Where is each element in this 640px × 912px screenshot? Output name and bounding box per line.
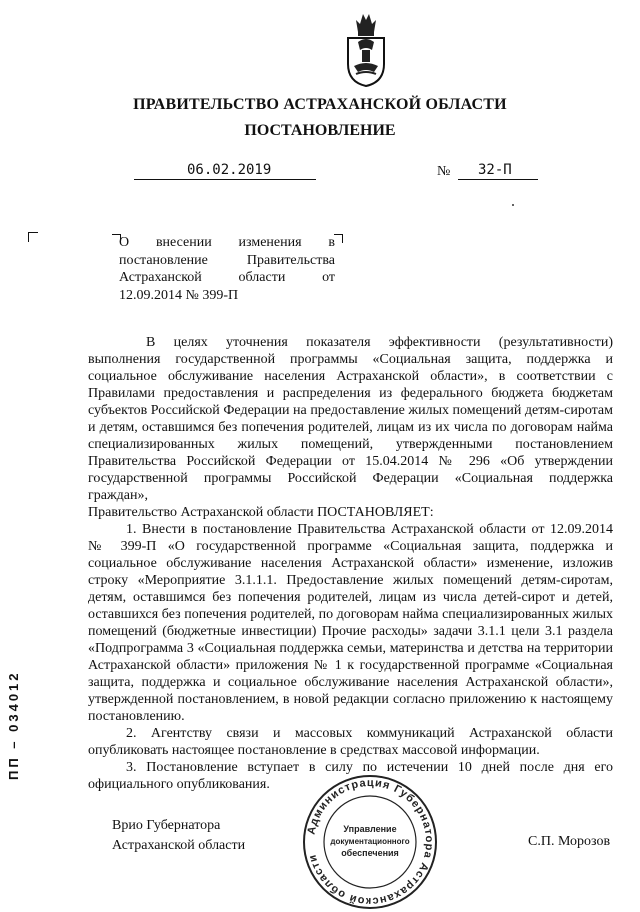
signatory-name: С.П. Морозов bbox=[528, 834, 611, 849]
preamble-paragraph: В целях уточнения показателя эффективности (результативности) выполнения государственной программы «Социальная защита, поддержка и социальное обслуживание населения Астраханской области», в соответствии с Правилами предоставления и распределения из федерального бюджета бюджетам субъектов Российской Федерации на предоставление жилых помещений детям-сиротам и детям, оставшимся без попечения родителей, лицам из их числа по договорам найма специализированных жилых помещений, утвержденными постановлением Правительства Российской Федерации от 15.04.2014 № 296 «Об утверждении государственной программы Российской Федерации «Социальная поддержка граждан», bbox=[88, 335, 613, 503]
clause-2: 2. Агентству связи и массовых коммуникаций Астраханской области опубликовать настоящее постановление в средствах массовой информации. bbox=[88, 726, 613, 758]
official-stamp bbox=[300, 772, 440, 912]
clause-1: 1. Внести в постановление Правительства Астраханской области от 12.09.2014 № 399-П «О государственной программе «Социальная защита, поддержка и социальное обслуживание населения Астраханской области» изменение, изложив строку «Мероприятие 3.1.1.1. Предоставление жилых помещений детям-сиротам, детям, оставшимся без попечения родителей, лицам из числа детей-сирот и детей, оставшихся без попечения родителей, по договорам найма специализированных жилых помещений (бюджетные инвестиции) Прочие расходы» задачи 3.1.1 цели 3.1 раздела «Подпрограмма 3 «Социальная поддержка семьи, материнства и детства на территории Астраханской области» приложения № 1 к государственной программе «Социальная защита, поддержка и социальное обслуживание населения Астраханской области», утвержденной постановлением, в новой редакции согласно приложению к настоящему постановлению. bbox=[88, 522, 613, 724]
document-type-title: ПОСТАНОВЛЕНИЕ bbox=[244, 122, 396, 139]
document-body bbox=[88, 334, 613, 793]
document-subject: О внесении изменения в постановление Правительства Астраханской области от 12.09.2014 № 399-П bbox=[119, 235, 335, 303]
date-underline bbox=[134, 179, 316, 180]
number-sign: № bbox=[437, 164, 451, 179]
stamp-center-line-2: документационного bbox=[330, 837, 410, 846]
signatory-title-line-2: Астраханской области bbox=[112, 838, 246, 853]
address-corner-mark bbox=[28, 232, 38, 242]
document-number: 32-П bbox=[478, 162, 512, 178]
number-underline bbox=[458, 179, 538, 180]
signatory-title-line-1: Врио Губернатора bbox=[112, 818, 221, 833]
subject-corner-mark-right bbox=[334, 234, 343, 243]
signatory-title bbox=[112, 816, 245, 856]
coat-of-arms-emblem bbox=[344, 6, 388, 88]
stamp-center-line-1: Управление bbox=[343, 824, 397, 834]
stamp-center-line-3: обеспечения bbox=[341, 848, 399, 858]
serial-number: ПП – 034012 bbox=[6, 670, 21, 780]
clause-3: 3. Постановление вступает в силу по истечении 10 дней после дня его официального опубликования. bbox=[88, 760, 613, 792]
stamp-ring-text: Администрация Губернатора Астраханской области bbox=[305, 776, 436, 908]
speck-mark bbox=[512, 204, 514, 206]
government-title: ПРАВИТЕЛЬСТВО АСТРАХАНСКОЙ ОБЛАСТИ bbox=[133, 96, 507, 113]
document-date: 06.02.2019 bbox=[187, 162, 272, 178]
decree-line: Правительство Астраханской области ПОСТАНОВЛЯЕТ: bbox=[88, 505, 434, 520]
